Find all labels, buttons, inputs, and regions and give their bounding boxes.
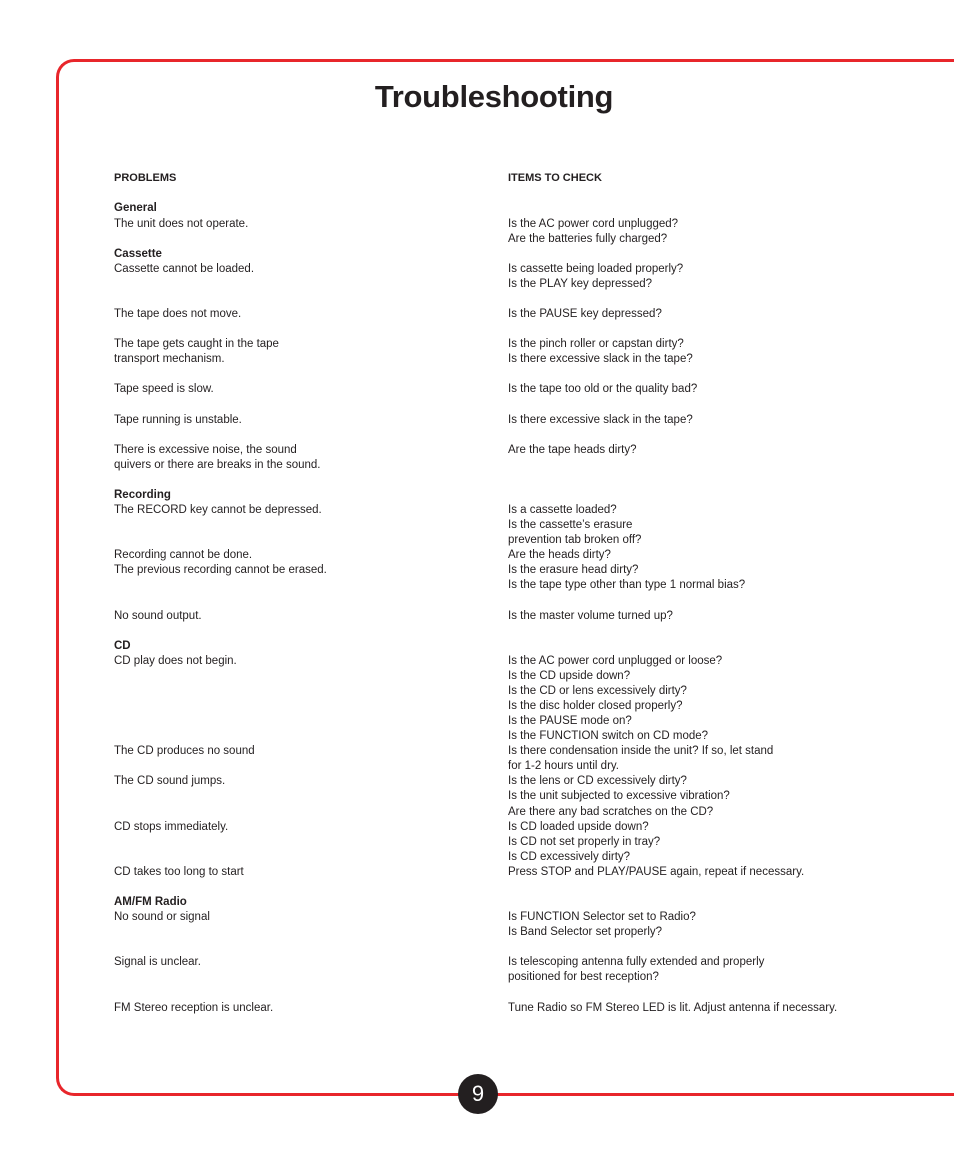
problem-line: The CD produces no sound: [114, 745, 255, 757]
check-line: Is the tape too old or the quality bad?: [508, 383, 698, 395]
check-line: Are the heads dirty?: [508, 549, 611, 561]
problem-line: The CD sound jumps.: [114, 775, 226, 787]
check-line: Is the disc holder closed properly?: [508, 700, 683, 712]
check-line: Is CD not set properly in tray?: [508, 836, 661, 848]
section-cassette: Cassette: [114, 248, 162, 260]
check-line: Is the cassette’s erasure: [508, 519, 633, 531]
problem-line: There is excessive noise, the sound: [114, 444, 297, 456]
section-cd: CD: [114, 640, 131, 652]
problem-line: Tape speed is slow.: [114, 383, 214, 395]
check-line: Tune Radio so FM Stereo LED is lit. Adjust antenna if necessary.: [508, 1002, 838, 1014]
check-line: Is there condensation inside the unit? If so, let stand: [508, 745, 774, 757]
check-line: Is the AC power cord unplugged or loose?: [508, 655, 723, 667]
problem-line: No sound output.: [114, 610, 202, 622]
problem-line: CD play does not begin.: [114, 655, 237, 667]
check-line: prevention tab broken off?: [508, 534, 642, 546]
check-line: for 1-2 hours until dry.: [508, 760, 620, 772]
check-line: Is FUNCTION Selector set to Radio?: [508, 911, 696, 923]
check-line: Is the FUNCTION switch on CD mode?: [508, 730, 709, 742]
check-line: Is cassette being loaded properly?: [508, 263, 684, 275]
check-line: Is the AC power cord unplugged?: [508, 218, 679, 230]
problem-line: No sound or signal: [114, 911, 210, 923]
check-line: Is CD excessively dirty?: [508, 851, 631, 863]
problem-line: transport mechanism.: [114, 353, 225, 365]
page-title: Troubleshooting: [374, 79, 614, 114]
problem-line: The RECORD key cannot be depressed.: [114, 504, 322, 516]
problem-line: CD stops immediately.: [114, 821, 229, 833]
check-line: Is the pinch roller or capstan dirty?: [508, 338, 684, 350]
problem-line: Recording cannot be done.: [114, 549, 253, 561]
check-line: Is the PAUSE mode on?: [508, 715, 632, 727]
items-to-check-header: ITEMS TO CHECK: [508, 172, 602, 184]
problem-line: The previous recording cannot be erased.: [114, 564, 327, 576]
problem-line: Signal is unclear.: [114, 956, 201, 968]
check-line: Is the erasure head dirty?: [508, 564, 639, 576]
check-line: Is telescoping antenna fully extended and properly: [508, 956, 765, 968]
check-line: Is the unit subjected to excessive vibration?: [508, 790, 730, 802]
problem-line: Cassette cannot be loaded.: [114, 263, 255, 275]
check-line: Is there excessive slack in the tape?: [508, 414, 693, 426]
check-line: Is Band Selector set properly?: [508, 926, 663, 938]
check-line: Is the tape type other than type 1 normal bias?: [508, 579, 746, 591]
section-am-fm-radio: AM/FM Radio: [114, 896, 187, 908]
check-line: Is there excessive slack in the tape?: [508, 353, 693, 365]
check-line: Is CD loaded upside down?: [508, 821, 649, 833]
section-recording: Recording: [114, 489, 171, 501]
section-general: General: [114, 202, 157, 214]
check-line: Is a cassette loaded?: [508, 504, 617, 516]
check-line: Is the lens or CD excessively dirty?: [508, 775, 687, 787]
problems-header: PROBLEMS: [114, 172, 177, 184]
check-line: Are there any bad scratches on the CD?: [508, 806, 714, 818]
problem-line: quivers or there are breaks in the sound.: [114, 459, 321, 471]
check-line: Is the CD upside down?: [508, 670, 631, 682]
check-line: Press STOP and PLAY/PAUSE again, repeat if necessary.: [508, 866, 805, 878]
check-line: Are the tape heads dirty?: [508, 444, 637, 456]
problem-line: The tape does not move.: [114, 308, 242, 320]
check-line: Is the PAUSE key depressed?: [508, 308, 662, 320]
problem-line: The tape gets caught in the tape: [114, 338, 279, 350]
check-line: Is the master volume turned up?: [508, 610, 673, 622]
check-line: Are the batteries fully charged?: [508, 233, 668, 245]
problem-line: Tape running is unstable.: [114, 414, 242, 426]
check-line: Is the CD or lens excessively dirty?: [508, 685, 687, 697]
problem-line: The unit does not operate.: [114, 218, 249, 230]
problem-line: FM Stereo reception is unclear.: [114, 1002, 274, 1014]
problem-line: CD takes too long to start: [114, 866, 244, 878]
page-number-badge: 9: [458, 1074, 498, 1114]
check-line: Is the PLAY key depressed?: [508, 278, 653, 290]
check-line: positioned for best reception?: [508, 971, 659, 983]
